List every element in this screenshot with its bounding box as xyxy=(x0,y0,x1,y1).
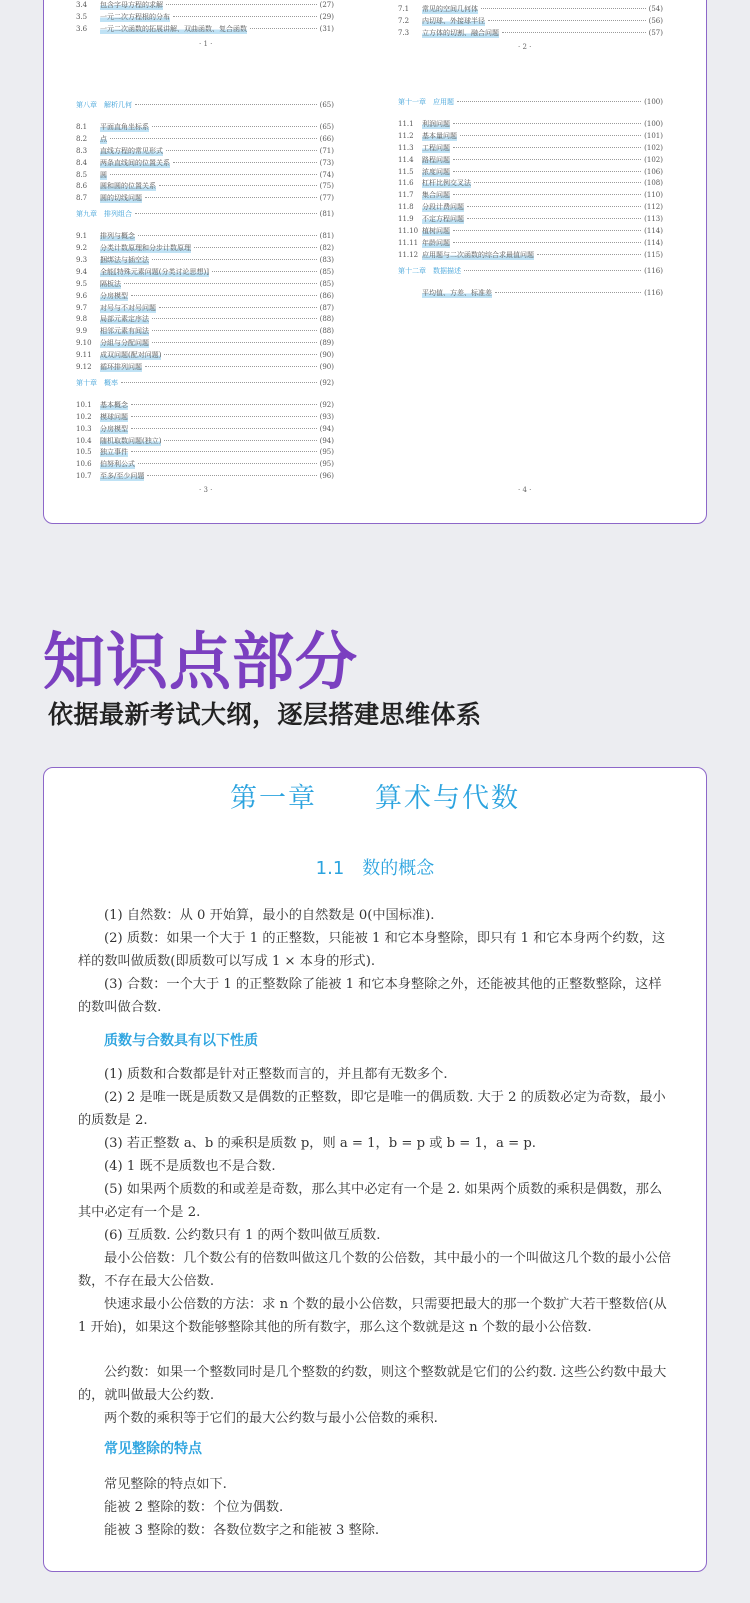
dot-leader xyxy=(250,28,317,29)
toc-entry xyxy=(76,471,334,483)
toc-entry-number: 11.1 xyxy=(398,120,414,128)
toc-entry xyxy=(398,28,663,40)
toc-entry-title: 分組与分配问题 xyxy=(100,339,149,348)
dot-leader xyxy=(131,428,317,429)
toc-chapter-title: 第十章 概率 xyxy=(76,378,118,387)
paragraph: (1) 自然数：从 0 开始算，最小的自然数是 0(中国标准). xyxy=(104,908,435,923)
dot-leader xyxy=(460,135,641,136)
toc-entry xyxy=(76,193,334,205)
paragraph: (3) 合数：一个大于 1 的正整数除了能被 1 和它本身整除之外，还能被其他的正整数整除，这样的数叫做合数. xyxy=(78,977,662,1015)
toc-entry xyxy=(76,424,334,436)
dot-leader xyxy=(124,283,317,284)
dot-leader xyxy=(166,150,317,151)
toc-entry-title: 包含字母方程的求解 xyxy=(100,1,163,9)
toc-entry-title: 捆绑法与插空法 xyxy=(100,256,149,265)
content-preview-card xyxy=(43,767,707,1572)
toc-entry-number: 10.4 xyxy=(76,436,92,445)
section-title: 1.1 数的概念 xyxy=(315,858,435,879)
toc-entry-page: (96) xyxy=(319,472,334,481)
paragraph: 能被 3 整除的数：各数位数字之和能被 3 整除. xyxy=(104,1523,380,1538)
paragraph: (1) 质数和合数都是针对正整数而言的，并且都有无数多个. xyxy=(104,1067,448,1082)
toc-entry-page: (90) xyxy=(319,351,334,360)
dot-leader xyxy=(145,366,317,367)
toc-entry xyxy=(76,447,334,459)
toc-entry xyxy=(398,119,663,131)
toc-entry-title: 相邻元素有间法 xyxy=(100,327,149,336)
toc-entry-title: 应用题与二次函数的综合求最值问题 xyxy=(422,250,534,259)
toc-entry xyxy=(76,181,334,193)
toc-chapter-title: 第十二章 数据描述 xyxy=(398,266,461,275)
toc-entry-number: 9.10 xyxy=(76,339,92,348)
toc-entry-page: (95) xyxy=(319,448,334,457)
toc-entry xyxy=(76,314,334,326)
dot-leader xyxy=(110,174,317,175)
toc-entry-number: 11.4 xyxy=(398,155,414,164)
toc-entry-page: (81) xyxy=(319,232,334,241)
toc-entry xyxy=(398,202,663,214)
toc-entry-number: 11.10 xyxy=(398,227,419,236)
toc-entry xyxy=(76,24,334,36)
toc-preview-card xyxy=(43,0,707,524)
toc-entry xyxy=(76,412,334,424)
toc-chapter xyxy=(76,100,334,120)
page-number: · 1 · xyxy=(199,40,213,48)
paragraph: 快速求最小公倍数的方法：求 n 个数的最小公倍数，只需要把最大的那一个数扩大若干整数倍(从 1 开始)，如果这个数能够整除其他的所有数字，那么这个数就是这 n 个数的最小公倍数. xyxy=(78,1297,667,1335)
toc-entry-page: (94) xyxy=(319,424,334,433)
toc-entry-number: 8.4 xyxy=(76,158,88,167)
toc-entry xyxy=(398,238,663,250)
toc-entry-title: 年龄问题 xyxy=(422,238,450,247)
toc-top-left xyxy=(76,0,334,36)
toc-entry xyxy=(76,338,334,350)
toc-chapter-page: (100) xyxy=(644,98,663,106)
dot-leader xyxy=(135,104,317,105)
toc-entry-title: 隔板法 xyxy=(100,279,121,288)
toc-entry xyxy=(76,459,334,471)
toc-entry-page: (92) xyxy=(319,400,334,409)
subheading: 质数与合数具有以下性质 xyxy=(104,1033,258,1049)
dot-leader xyxy=(212,271,317,272)
dot-leader xyxy=(152,330,317,331)
dot-leader xyxy=(467,218,641,219)
toc-entry-number: 8.5 xyxy=(76,170,88,179)
toc-entry xyxy=(398,250,663,262)
toc-entry-number: 9.12 xyxy=(76,363,92,372)
toc-entry-number: 8.6 xyxy=(76,182,88,191)
toc-entry-title: 不定方程问题 xyxy=(422,215,464,224)
toc-entry-page: (95) xyxy=(319,460,334,469)
toc-chapter xyxy=(398,266,663,286)
toc-entry xyxy=(398,167,663,179)
toc-chapter-title: 第九章 排列组合 xyxy=(76,210,132,219)
dot-leader xyxy=(453,159,641,160)
paragraph: (4) 1 既不是质数也不是合数. xyxy=(104,1159,276,1174)
toc-entry-title: 圆和圆的位置关系 xyxy=(100,182,156,191)
toc-entry-number: 3.4 xyxy=(76,1,88,9)
toc-entry-page: (90) xyxy=(319,363,334,372)
dot-leader xyxy=(481,8,646,9)
dot-leader xyxy=(467,206,641,207)
toc-entry-title: 点 xyxy=(100,134,107,143)
chapter-title: 第一章 算术与代数 xyxy=(230,783,520,814)
toc-entry-number: 11.6 xyxy=(398,179,414,188)
toc-chapter-page: (116) xyxy=(644,266,663,275)
toc-entry xyxy=(76,146,334,158)
dot-leader xyxy=(173,16,317,17)
toc-entry-page: (77) xyxy=(319,194,334,203)
paragraph: 能被 2 整除的数：个位为偶数. xyxy=(104,1500,284,1515)
toc-entry-number: 8.3 xyxy=(76,146,88,155)
toc-chapter-page: (81) xyxy=(319,210,334,219)
toc-entry-page: (102) xyxy=(644,143,663,152)
dot-leader xyxy=(453,242,641,243)
toc-entry-title: 圆的切线问题 xyxy=(100,194,142,203)
toc-entry-title: 内切球、外接球半径 xyxy=(422,16,485,25)
toc-chapter-page: (92) xyxy=(319,378,334,387)
subheading: 常见整除的特点 xyxy=(104,1441,202,1457)
toc-entry-number: 11.3 xyxy=(398,143,414,152)
toc-entry-title: 局部元素定序法 xyxy=(100,315,149,324)
toc-entry xyxy=(76,231,334,243)
paragraph: (5) 如果两个质数的和或差是奇数，那么其中必定有一个是 2. 如果两个质数的乘积是偶数，那么其中必定有一个是 2. xyxy=(78,1182,663,1220)
toc-entry xyxy=(398,288,663,300)
toc-entry-title: 排列与概念 xyxy=(100,232,135,241)
toc-entry xyxy=(398,190,663,202)
toc-entry-page: (100) xyxy=(644,120,663,128)
toc-entry-title: 基本量问题 xyxy=(422,131,457,140)
toc-entry xyxy=(76,0,334,12)
toc-entry xyxy=(398,155,663,167)
toc-entry-page: (108) xyxy=(644,179,663,188)
dot-leader xyxy=(453,230,641,231)
toc-entry-page: (29) xyxy=(319,12,334,21)
toc-entry-number: 9.1 xyxy=(76,232,88,241)
dot-leader xyxy=(152,318,317,319)
toc-entry xyxy=(76,291,334,303)
toc-entry xyxy=(76,267,334,279)
toc-entry-page: (112) xyxy=(644,203,663,212)
toc-entry-page: (85) xyxy=(319,267,334,276)
toc-entry-number: 9.6 xyxy=(76,291,88,300)
toc-entry-number: 10.6 xyxy=(76,460,92,469)
toc-entry xyxy=(76,303,334,315)
toc-entry xyxy=(398,16,663,28)
toc-chapter xyxy=(76,209,334,229)
paragraph: 常见整除的特点如下. xyxy=(104,1477,227,1492)
toc-entry xyxy=(76,255,334,267)
page-number: · 2 · xyxy=(518,43,532,51)
toc-entry-title: 直线方程的常见形式 xyxy=(100,146,163,155)
dot-leader xyxy=(537,254,641,255)
toc-entry xyxy=(76,400,334,412)
toc-entry-page: (66) xyxy=(319,134,334,143)
toc-chapter xyxy=(398,97,663,117)
dot-leader xyxy=(147,475,316,476)
toc-entry-page: (114) xyxy=(644,227,663,236)
dot-leader xyxy=(194,247,317,248)
toc-entry-title: 平面直角坐标系 xyxy=(100,123,149,131)
toc-entry-page: (31) xyxy=(319,24,334,33)
toc-entry-page: (115) xyxy=(644,250,663,259)
toc-entry-page: (27) xyxy=(319,1,334,9)
toc-entry-page: (89) xyxy=(319,339,334,348)
toc-entry-number: 3.5 xyxy=(76,12,88,21)
toc-entry-title: 两条直线间的位置关系 xyxy=(100,158,170,167)
toc-entry-page: (57) xyxy=(648,28,663,37)
toc-chapter-title: 第十一章 应用题 xyxy=(398,98,454,106)
section-banner-title: 知识点部分 xyxy=(43,625,359,698)
toc-entry-title: 分房模型 xyxy=(100,424,128,433)
dot-leader xyxy=(164,440,316,441)
toc-chapter-title: 第八章 解析几何 xyxy=(76,101,132,109)
dot-leader xyxy=(131,416,317,417)
paragraph: (2) 2 是唯一既是质数又是偶数的正整数，即它是唯一的偶质数. 大于 2 的质数必定为奇数，最小的质数是 2. xyxy=(78,1090,666,1128)
toc-entry-page: (101) xyxy=(644,131,663,140)
page-number: · 4 · xyxy=(518,486,532,494)
toc-entry-title: 工程问题 xyxy=(422,143,450,152)
toc-entry-title: 一元二次函数的拓展讲解、双曲函数、复合函数 xyxy=(100,24,247,33)
toc-entry-number: 11.5 xyxy=(398,167,414,176)
toc-entry-title: 独立事件 xyxy=(100,448,128,457)
toc-entry-title: 路程问题 xyxy=(422,155,450,164)
toc-entry-title: 全能[特殊元素问题(分类讨论思想)] xyxy=(100,267,209,276)
dot-leader xyxy=(495,292,641,293)
toc-entry-number: 11.8 xyxy=(398,203,414,212)
toc-entry-number: 3.6 xyxy=(76,24,88,33)
dot-leader xyxy=(159,185,317,186)
toc-entry-title: 杠杆比例交叉法 xyxy=(422,179,471,188)
dot-leader xyxy=(457,101,641,102)
toc-entry-page: (102) xyxy=(644,155,663,164)
dot-leader xyxy=(159,307,317,308)
dot-leader xyxy=(453,194,641,195)
paragraph: 公约数：如果一个整数同时是几个整数的约数，则这个整数就是它们的公约数. 这些公约数中最大的，就叫做最大公约数. xyxy=(78,1365,667,1403)
dot-leader xyxy=(152,259,317,260)
paragraph: 两个数的乘积等于它们的最大公约数与最小公倍数的乘积. xyxy=(104,1411,438,1426)
toc-entry-number: 10.2 xyxy=(76,412,92,421)
toc-entry-page: (83) xyxy=(319,256,334,265)
toc-entry xyxy=(398,131,663,143)
toc-entry-title: 立方体的切割、融合问题 xyxy=(422,28,499,37)
toc-entry-title: 平均值、方差、标准差 xyxy=(422,288,492,297)
section-banner-subtitle: 依据最新考试大纲，逐层搭建思维体系 xyxy=(48,700,482,729)
toc-entry-number: 9.4 xyxy=(76,267,88,276)
toc-right-column xyxy=(398,93,663,300)
toc-entry xyxy=(76,362,334,374)
dot-leader xyxy=(453,123,641,124)
toc-chapter-page: (65) xyxy=(319,101,334,109)
toc-entry-number: 9.2 xyxy=(76,244,88,253)
toc-entry-number: 7.1 xyxy=(398,5,410,13)
toc-entry xyxy=(398,143,663,155)
dot-leader xyxy=(173,162,317,163)
toc-entry-number: 7.2 xyxy=(398,16,410,25)
paragraph: (2) 质数：如果一个大于 1 的正整数，只能被 1 和它本身整除，即只有 1 和它本身两个约数，这样的数叫做质数(即质数可以写成 1 × 本身的形式). xyxy=(78,931,666,969)
toc-entry-page: (88) xyxy=(319,327,334,336)
toc-entry-number: 7.3 xyxy=(398,28,410,37)
toc-entry-title: 至多/至少问题 xyxy=(100,472,145,481)
toc-entry-page: (88) xyxy=(319,315,334,324)
toc-entry-page: (85) xyxy=(319,279,334,288)
toc-entry-number: 9.7 xyxy=(76,303,88,312)
dot-leader xyxy=(131,295,317,296)
toc-entry-title: 分类计数原理和分步计数原理 xyxy=(100,244,191,253)
dot-leader xyxy=(166,4,317,5)
toc-entry xyxy=(398,178,663,190)
toc-entry-title: 循环排列问题 xyxy=(100,363,142,372)
toc-entry-page: (94) xyxy=(319,436,334,445)
dot-leader xyxy=(131,451,317,452)
toc-entry-title: 基本概念 xyxy=(100,400,128,409)
toc-entry-title: 浓度问题 xyxy=(422,167,450,176)
toc-entry-number: 11.2 xyxy=(398,131,414,140)
toc-entry-title: 植树问题 xyxy=(422,227,450,236)
toc-entry-number: 8.7 xyxy=(76,194,88,203)
toc-entry-number: 10.3 xyxy=(76,424,92,433)
dot-leader xyxy=(488,20,646,21)
dot-leader xyxy=(138,463,317,464)
toc-entry-number: 9.9 xyxy=(76,327,88,336)
toc-entry-title: 集合问题 xyxy=(422,191,450,200)
toc-top-right xyxy=(398,4,663,40)
toc-entry-page: (73) xyxy=(319,158,334,167)
toc-entry-page: (54) xyxy=(648,5,663,13)
dot-leader xyxy=(152,342,317,343)
toc-entry-number: 10.1 xyxy=(76,400,92,409)
dot-leader xyxy=(474,182,641,183)
toc-entry-page: (114) xyxy=(644,238,663,247)
toc-entry-page: (116) xyxy=(644,288,663,297)
toc-entry-title: 分段计费问题 xyxy=(422,203,464,212)
toc-entry-title: 圆 xyxy=(100,170,107,179)
paragraph: (3) 若正整数 a、b 的乘积是质数 p，则 a = 1，b = p 或 b = 1，a = p. xyxy=(104,1136,536,1151)
toc-entry xyxy=(76,12,334,24)
toc-entry-number: 11.12 xyxy=(398,250,419,259)
dot-leader xyxy=(110,138,317,139)
paragraph: 最小公倍数：几个数公有的倍数叫做这几个数的公倍数，其中最小的一个叫做这几个数的最小公倍数，不存在最大公倍数. xyxy=(78,1251,672,1289)
toc-entry xyxy=(76,243,334,255)
toc-entry-title: 分房模型 xyxy=(100,291,128,300)
toc-entry-number: 10.7 xyxy=(76,472,92,481)
toc-entry-page: (71) xyxy=(319,146,334,155)
toc-entry-number: 11.9 xyxy=(398,215,414,224)
toc-entry-page: (82) xyxy=(319,244,334,253)
toc-entry-page: (74) xyxy=(319,170,334,179)
dot-leader xyxy=(453,147,641,148)
dot-leader xyxy=(135,213,317,214)
toc-entry-number: 10.5 xyxy=(76,448,92,457)
page-number: · 3 · xyxy=(199,486,213,494)
toc-entry-number: 9.11 xyxy=(76,351,92,360)
dot-leader xyxy=(152,126,317,127)
toc-entry xyxy=(76,122,334,134)
toc-entry-page: (93) xyxy=(319,412,334,421)
toc-entry xyxy=(76,436,334,448)
toc-entry-title: 模球问题 xyxy=(100,412,128,421)
toc-entry xyxy=(76,134,334,146)
toc-entry-number: 9.5 xyxy=(76,279,88,288)
toc-entry-page: (106) xyxy=(644,167,663,176)
toc-entry xyxy=(398,214,663,226)
toc-entry-number: 11.7 xyxy=(398,191,414,200)
toc-entry xyxy=(398,226,663,238)
toc-entry-number: 8.1 xyxy=(76,123,88,131)
toc-entry xyxy=(76,170,334,182)
dot-leader xyxy=(138,235,317,236)
toc-entry-page: (56) xyxy=(648,16,663,25)
toc-entry-page: (110) xyxy=(644,191,663,200)
paragraph: (6) 互质数. 公约数只有 1 的两个数叫做互质数. xyxy=(104,1228,381,1243)
toc-entry xyxy=(76,350,334,362)
toc-entry-title: 常见的空间几何体 xyxy=(422,5,478,13)
toc-entry-number: 9.3 xyxy=(76,256,88,265)
toc-entry-title: 成双问题(配对问题) xyxy=(100,351,162,360)
toc-entry-page: (87) xyxy=(319,303,334,312)
toc-entry xyxy=(76,158,334,170)
toc-entry-page: (75) xyxy=(319,182,334,191)
toc-entry-title: 伯努利公式 xyxy=(100,460,135,469)
toc-entry xyxy=(76,326,334,338)
toc-entry-page: (113) xyxy=(644,215,663,224)
toc-entry-number: 9.8 xyxy=(76,315,88,324)
toc-entry-title: 一元二次方程根的分布 xyxy=(100,12,170,21)
dot-leader xyxy=(131,404,317,405)
toc-entry xyxy=(398,4,663,16)
toc-chapter xyxy=(76,378,334,398)
toc-entry-number: 11.11 xyxy=(398,238,419,247)
dot-leader xyxy=(164,354,316,355)
toc-entry-page: (86) xyxy=(319,291,334,300)
toc-entry xyxy=(76,279,334,291)
dot-leader xyxy=(502,32,646,33)
dot-leader xyxy=(121,382,317,383)
dot-leader xyxy=(145,197,317,198)
toc-entry-title: 随机取数问题(独立) xyxy=(100,436,162,445)
toc-entry-title: 对号与不对号问题 xyxy=(100,303,156,312)
toc-entry-page: (65) xyxy=(319,123,334,131)
dot-leader xyxy=(464,270,641,271)
dot-leader xyxy=(453,171,641,172)
toc-entry-title: 利润问题 xyxy=(422,120,450,128)
toc-entry-number: 8.2 xyxy=(76,134,88,143)
toc-left-column xyxy=(76,96,334,483)
